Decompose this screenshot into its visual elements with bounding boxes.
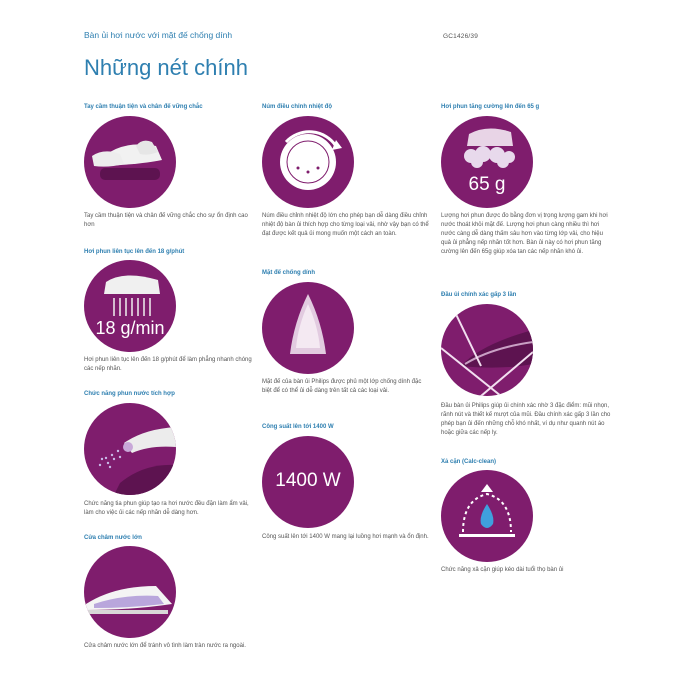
feature-title-soleplate: Mặt đế chống dính xyxy=(262,270,315,276)
feature-title-calc-clean: Xả cặn (Calc-clean) xyxy=(441,459,497,465)
steam-rate-badge: 18 g/min xyxy=(95,318,165,338)
feature-desc-calc-clean: Chức năng xả cặn giúp kéo dài tuổi thọ bàn ủi xyxy=(441,567,564,573)
calc-clean-icon xyxy=(441,470,533,562)
document-title: Bàn ủi hơi nước với mặt đế chống dính xyxy=(84,30,233,40)
feature-title-dial: Núm điều chỉnh nhiệt độ xyxy=(262,104,332,110)
feature-desc-fill-door: Cửa châm nước lớn để tránh vô tình làm tràn nước ra ngoài. xyxy=(84,643,246,649)
feature-title-tip: Đầu ủi chính xác gấp 3 lần xyxy=(441,292,517,298)
steam-boost-badge: 65 g xyxy=(468,174,506,195)
feature-desc-soleplate: Mặt đế của bàn ủi Philips được phủ một lớp chống dính đặc biệt để có thể ủi dễ dàng trên tất cả các loại vải. xyxy=(262,379,422,394)
spray-icon xyxy=(84,403,176,495)
steam-iron-icon xyxy=(84,260,176,352)
feature-title-spray: Chức năng phun nước tích hợp xyxy=(84,391,175,397)
feature-desc-dial: Núm điều chỉnh nhiệt độ lớn cho phép bạn dễ dàng điều chỉnh nhiệt độ bàn ủi thích hợp cho từng loại vải, nhờ vậy bạn có thể đạt được kết quả ủi mong muốn một cách an toàn. xyxy=(262,213,429,237)
feature-desc-power: Công suất lên tới 1400 W mang lại luồng hơi mạnh và ổn định. xyxy=(262,534,429,540)
hand-on-iron-icon xyxy=(84,116,176,208)
feature-title-steam: Hơi phun liên tục lên đến 18 g/phút xyxy=(84,249,185,255)
feature-title-fill-door: Cửa châm nước lớn xyxy=(84,535,142,541)
feature-title-steam-boost: Hơi phun tăng cường lên đến 65 g xyxy=(441,104,540,110)
feature-title-handle: Tay cầm thuận tiện và chân đế vững chắc xyxy=(84,104,203,110)
iron-tip-icon xyxy=(441,304,533,396)
temperature-dial-icon xyxy=(262,116,354,208)
feature-desc-tip: Đầu bàn ủi Philips giúp ủi chính xác nhờ 3 đặc điểm: mũi nhọn, rãnh nút và thiết kế mượt của mũi. Đầu chính xác gấp 3 lần cho phép bạn ủi đến những chỗ khó nhất, ví dụ như quanh nút áo hoặc giữa các nếp ly. xyxy=(441,403,611,436)
power-icon xyxy=(262,436,354,528)
feature-title-power: Công suất lên tới 1400 W xyxy=(262,424,334,430)
feature-desc-handle: Tay cầm thuận tiện và chân đế vững chắc cho sự ổn định cao hơn xyxy=(84,213,248,228)
page-heading: Những nét chính xyxy=(84,55,248,80)
soleplate-icon xyxy=(262,282,354,374)
feature-desc-steam-boost: Lượng hơi phun được đo bằng đơn vị trọng lượng gam khi hơi nước thoát khỏi mặt đế. Lượng hơi phun càng nhiều thì hơi nước càng dễ dàng thấm sâu hơn vào từng lớp vải, cho hiệu quả ủi phẳng nếp nhăn tốt hơn. Bàn ủi này có hơi phun tăng cường lên đến 65g giúp xóa tan các nếp nhăn khó ủi. xyxy=(441,213,608,255)
iron-side-icon xyxy=(84,546,176,638)
model-code: GC1426/39 xyxy=(443,33,479,40)
feature-desc-steam: Hơi phun liên tục lên đến 18 g/phút để làm phẳng nhanh chóng các nếp nhăn. xyxy=(84,357,252,372)
steam-boost-icon xyxy=(441,116,533,208)
feature-desc-spray: Chức năng tia phun giúp tạo ra hơi nước đều đặn làm ẩm vải, làm cho việc ủi các nếp nhăn dễ dàng hơn. xyxy=(84,501,249,516)
power-badge: 1400 W xyxy=(275,470,341,491)
